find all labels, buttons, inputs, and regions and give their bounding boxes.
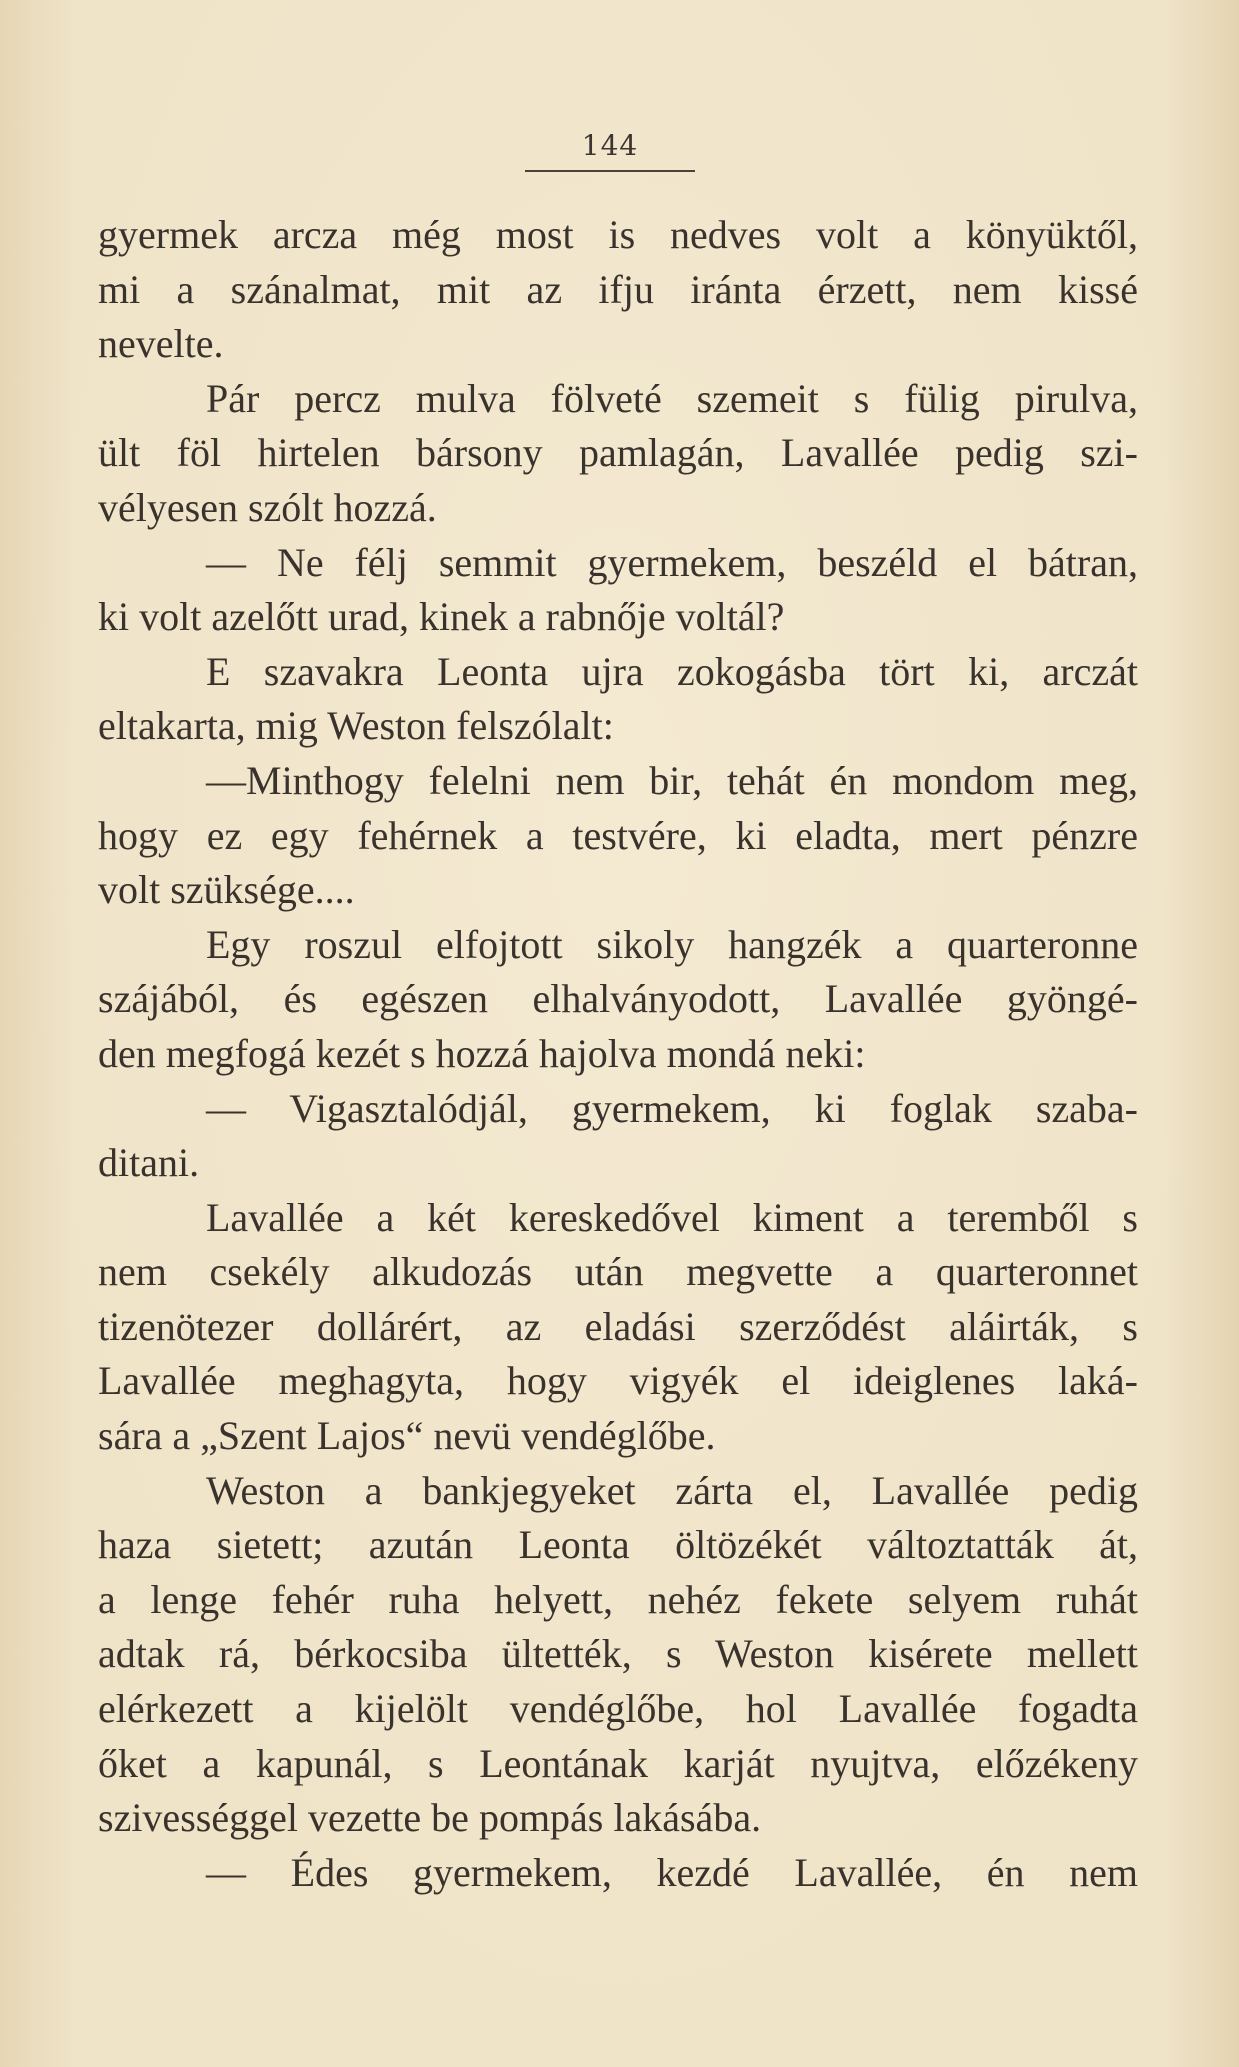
text-line: Weston a bankjegyeket zárta el, Lavallée pedig — [206, 1467, 1138, 1513]
text-line: Lavallée meghagyta, hogy vigyék el ideiglenes laká- — [98, 1358, 1138, 1404]
text-line: adtak rá, bérkocsiba ültették, s Weston kisérete mellett — [98, 1631, 1138, 1677]
text-line: — Ne félj semmit gyermekem, beszéld el bátran, — [206, 539, 1138, 585]
text-line: nevelte. — [98, 321, 224, 367]
text-line: ki volt azelőtt urad, kinek a rabnője voltál? — [98, 594, 785, 640]
text-line: Pár percz mulva fölveté szemeit s fülig pirulva, — [206, 375, 1138, 421]
body-text — [98, 208, 1138, 1900]
text-line: a lenge fehér ruha helyett, nehéz fekete selyem ruhát — [98, 1576, 1138, 1622]
text-line: ditani. — [98, 1140, 200, 1186]
text-line: mi a szánalmat, mit az ifju iránta érzett, nem kissé — [98, 266, 1138, 312]
text-line: — Édes gyermekem, kezdé Lavallée, én nem — [206, 1849, 1138, 1895]
text-line: Lavallée a két kereskedővel kiment a teremből s — [206, 1194, 1138, 1240]
text-line: haza sietett; azután Leonta öltözékét változtatták át, — [98, 1522, 1138, 1568]
header-rule — [525, 170, 695, 172]
text-line: elérkezett a kijelölt vendéglőbe, hol Lavallée fogadta — [98, 1686, 1138, 1732]
text-line: Egy roszul elfojtott sikoly hangzék a quarteronne — [206, 921, 1138, 967]
text-line: volt szüksége.... — [98, 867, 355, 913]
text-line: E szavakra Leonta ujra zokogásba tört ki, arczát — [206, 648, 1138, 694]
text-line: nem csekély alkudozás után megvette a quarteronnet — [98, 1249, 1138, 1295]
text-line: őket a kapunál, s Leontának karját nyujtva, előzékeny — [98, 1740, 1138, 1786]
text-line: szivességgel vezette be pompás lakásába. — [98, 1795, 762, 1841]
text-line: hogy ez egy fehérnek a testvére, ki eladta, mert pénzre — [98, 812, 1138, 858]
text-line: ült föl hirtelen bársony pamlagán, Lavallée pedig szi- — [98, 430, 1138, 476]
page-number: 144 — [581, 129, 639, 162]
text-line: szájából, és egészen elhalványodott, Lavallée gyöngé- — [98, 976, 1138, 1022]
text-line: — Vigasztalódjál, gyermekem, ki foglak szaba- — [206, 1085, 1138, 1131]
text-line: eltakarta, mig Weston felszólalt: — [98, 703, 614, 749]
text-line: tizenötezer dollárért, az eladási szerződést aláirták, s — [98, 1303, 1138, 1349]
text-line: vélyesen szólt hozzá. — [98, 484, 437, 530]
text-line: —Minthogy felelni nem bir, tehát én mondom meg, — [206, 757, 1138, 803]
page-header — [525, 128, 695, 172]
text-line: den megfogá kezét s hozzá hajolva mondá neki: — [98, 1030, 866, 1076]
text-line: gyermek arcza még most is nedves volt a könyüktől, — [98, 212, 1138, 257]
text-line: sára a „Szent Lajos“ nevü vendéglőbe. — [98, 1413, 716, 1459]
